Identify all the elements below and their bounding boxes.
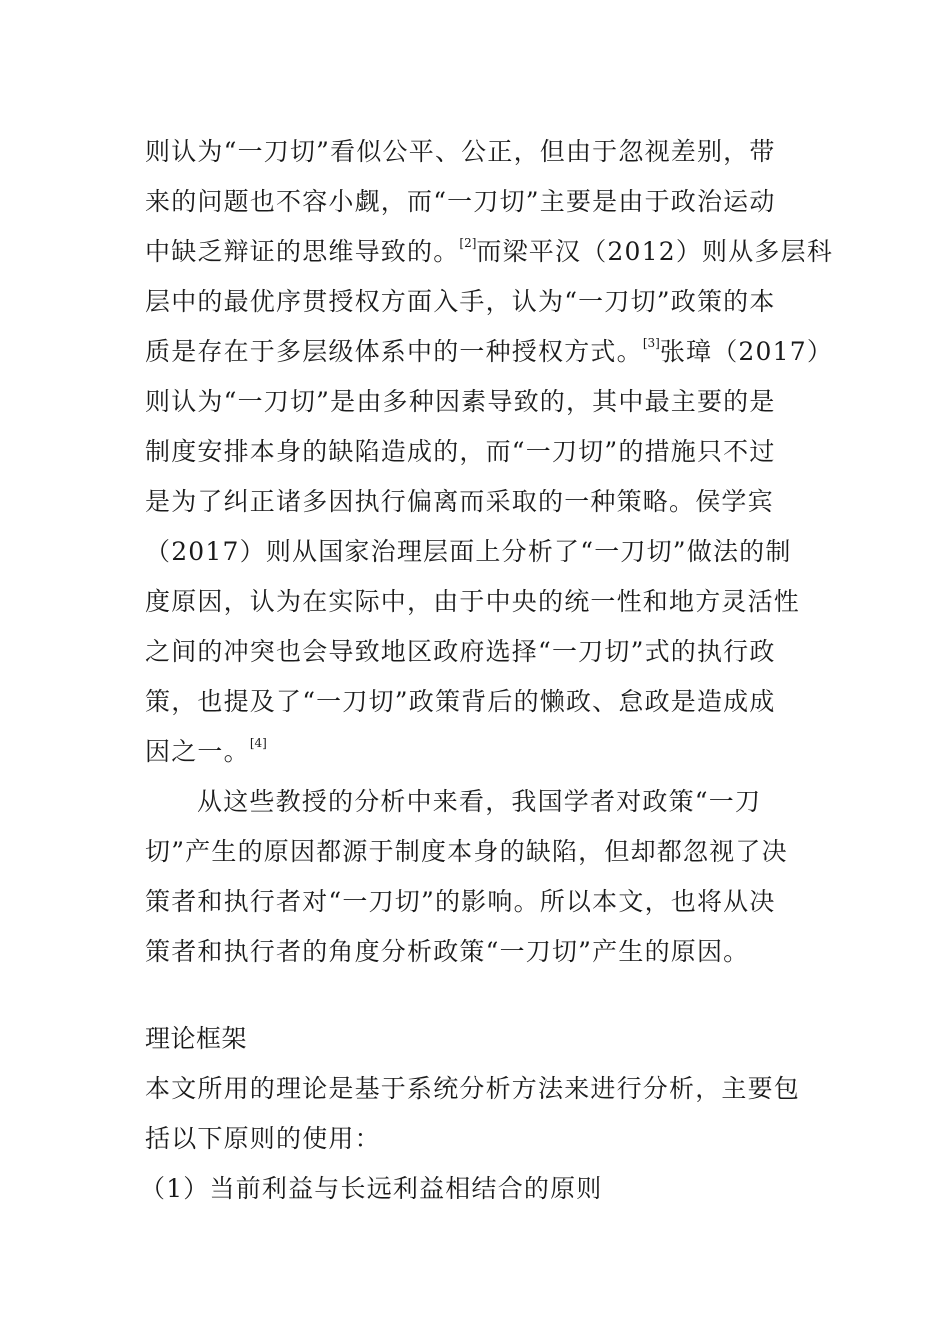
text-span: 张璋（2017） xyxy=(659,337,834,366)
list-item: （1）当前利益与长远利益相结合的原则 xyxy=(140,1174,603,1203)
text-line xyxy=(145,327,834,377)
text-span: 中缺乏辩证的思维导致的。 xyxy=(145,237,460,266)
text-line: 本文所用的理论是基于系统分析方法来进行分析，主要包 xyxy=(145,1074,801,1103)
text-line: 则认为“一刀切”看似公平、公正，但由于忽视差别，带 xyxy=(145,137,776,166)
text-line xyxy=(145,727,807,777)
section-theoretical-framework xyxy=(140,1014,807,1214)
section-heading: 理论框架 xyxy=(145,1024,248,1053)
citation-ref-3[interactable]: [3] xyxy=(642,336,660,350)
text-span: 因之一。 xyxy=(145,737,250,766)
text-line: 则认为“一刀切”是由多种因素导致的，其中最主要的是 xyxy=(145,387,776,416)
document-page xyxy=(140,127,834,1214)
text-span: 而梁平汉（2012）则从多层科 xyxy=(476,237,834,266)
text-line: 之间的冲突也会导致地区政府选择“一刀切”式的执行政 xyxy=(145,637,776,666)
paragraph-conclusion xyxy=(145,777,807,977)
text-line: 策者和执行者的角度分析政策“一刀切”产生的原因。 xyxy=(145,937,750,966)
text-span: 质是存在于多层级体系中的一种授权方式。 xyxy=(145,337,643,366)
text-line: 是为了纠正诸多因执行偏离而采取的一种策略。侯学宾 xyxy=(145,487,774,516)
text-line: （2017）则从国家治理层面上分析了“一刀切”做法的制 xyxy=(145,537,792,566)
text-line: 括以下原则的使用： xyxy=(145,1124,381,1153)
text-line: 层中的最优序贯授权方面入手，认为“一刀切”政策的本 xyxy=(145,287,776,316)
text-line: 来的问题也不容小觑，而“一刀切”主要是由于政治运动 xyxy=(145,187,776,216)
section-spacer xyxy=(145,977,807,1014)
citation-ref-4[interactable]: [4] xyxy=(249,736,267,750)
citation-ref-2[interactable]: [2] xyxy=(459,236,477,250)
text-line: 策者和执行者对“一刀切”的影响。所以本文，也将从决 xyxy=(145,887,776,916)
paragraph-literature-review xyxy=(145,127,834,777)
text-line: 切”产生的原因都源于制度本身的缺陷，但却都忽视了决 xyxy=(145,837,788,866)
text-line xyxy=(145,227,834,277)
text-line: 制度安排本身的缺陷造成的，而“一刀切”的措施只不过 xyxy=(145,437,776,466)
text-line: 度原因，认为在实际中，由于中央的统一性和地方灵活性 xyxy=(145,587,801,616)
text-line: 从这些教授的分析中来看，我国学者对政策“一刀 xyxy=(197,787,762,816)
text-line: 策，也提及了“一刀切”政策背后的懒政、怠政是造成成 xyxy=(145,687,776,716)
